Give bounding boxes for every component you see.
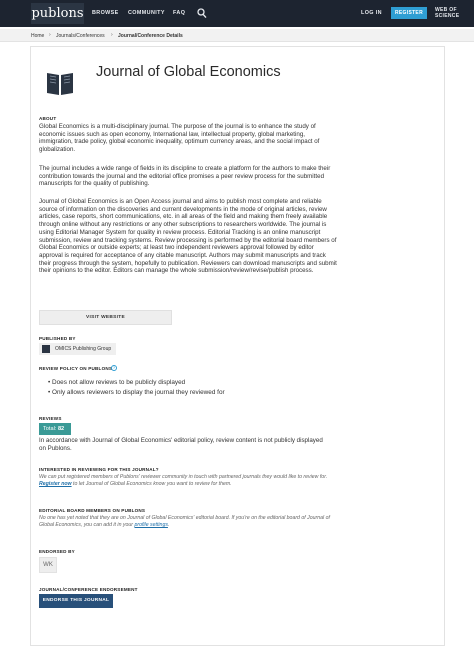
interested-label: INTERESTED IN REVIEWING FOR THIS JOURNAL?	[39, 467, 159, 472]
published-by-label: PUBLISHED BY	[39, 336, 76, 341]
breadcrumb-home[interactable]: Home	[31, 33, 45, 39]
editorial-text-body: No one has yet noted that they are on Journal of Global Economics' editorial board. If you're on the editorial board of Journal of Global Economics, you can add it in your	[39, 515, 330, 529]
about-label: ABOUT	[39, 116, 57, 121]
about-paragraph-3: Journal of Global Economics is an Open Access journal and aims to publish most complete and reliable source of information on the discoveries and current developments in the mode of original articles, review articles, case reports, short communications, etc. in all areas of the field and making them freely available through online without any restrictions or any other subscriptions to researchers worldwide. The journal is using Editorial Manager System for quality in review process. Editorial Tracking is an online manuscript submission, review and tracking systems. Review processing is performed by the editorial board members of Global Economics or outside experts; at least two independent reviewers approval followed by editor approval is required for acceptance of any citable manuscript. Authors may submit manuscripts and track their progress through the system, hopefully to publication. Reviewers can download manuscripts and submit their opinions to the editor. Editors can manage the whole submission/review/revise/publish process.	[39, 198, 337, 275]
nav-browse-link[interactable]: BROWSE	[92, 10, 119, 16]
publisher-name: OMICS Publishing Group	[55, 346, 112, 352]
policy-item: • Only allows reviewers to display the journal they reviewed for	[48, 389, 225, 396]
info-icon[interactable]: ?	[112, 365, 116, 370]
register-button[interactable]: REGISTER	[391, 7, 427, 19]
wos-line-2: SCIENCE	[435, 13, 460, 19]
journal-title: Journal of Global Economics	[96, 64, 281, 80]
breadcrumb-journals[interactable]: Journals/Conferences	[56, 33, 105, 39]
chevron-right-icon: ›	[49, 32, 51, 38]
nav-faq-link[interactable]: FAQ	[173, 10, 186, 16]
web-of-science-link[interactable]	[435, 7, 459, 19]
login-link[interactable]: LOG IN	[361, 10, 382, 16]
profile-settings-link[interactable]: profile settings	[134, 522, 168, 529]
editorial-board-label: EDITORIAL BOARD MEMBERS ON PUBLONS	[39, 508, 146, 513]
interested-text	[39, 474, 339, 489]
interested-text-a: We can put registered members of Publons' reviewer community in touch with partnered journals they would like to review for.	[39, 474, 328, 480]
policy-item: • Does not allow reviews to be publicly displayed	[48, 379, 186, 386]
total-label: Total:	[43, 426, 57, 432]
endorsed-by-label: ENDORSED BY	[39, 549, 75, 554]
editorial-text	[39, 515, 339, 530]
reviews-note: In accordance with Journal of Global Economics' editorial policy, review content is not publicly displayed on Publons.	[39, 437, 323, 452]
reviews-total-badge	[39, 423, 71, 435]
chevron-right-icon: ›	[111, 32, 113, 38]
editorial-text-end: .	[167, 522, 170, 529]
wos-line-1: WEB OF	[435, 7, 457, 13]
endorsement-label: JOURNAL/CONFERENCE ENDORSEMENT	[39, 587, 138, 592]
visit-website-button[interactable]: VISIT WEBSITE	[39, 310, 172, 325]
policy-item-text: Does not allow reviews to be publicly displayed	[52, 379, 186, 386]
review-policy-label: REVIEW POLICY ON PUBLONS	[39, 366, 113, 371]
policy-item-text: Only allows reviewers to display the journal they reviewed for	[52, 389, 225, 396]
endorse-journal-button[interactable]: ENDORSE THIS JOURNAL	[39, 594, 113, 608]
about-paragraph-2: The journal includes a wide range of fields in its discipline to create a platform for the authors to make their contribution towards the journal and the editorial office promises a peer review process for the submitted manuscripts for the quality of publishing.	[39, 165, 331, 188]
open-book-icon	[45, 69, 75, 97]
publons-logo[interactable]: publons	[31, 3, 84, 24]
endorser-avatar[interactable]: WK	[39, 557, 57, 573]
publisher-badge[interactable]	[39, 343, 116, 355]
interested-text-b: to let Journal of Global Economics know you want to review for them.	[73, 481, 232, 488]
about-paragraph-1: Global Economics is a multi-disciplinary journal. The purpose of the journal is to enhance the study of economic issues such as open economy, International law, intellectual property, global marketing, immigration, trade policy, global economic inequality, optimum currency areas, and the social impact of globalization.	[39, 123, 320, 154]
reviews-label: REVIEWS	[39, 416, 62, 421]
search-icon[interactable]	[197, 8, 207, 19]
publisher-logo-icon	[42, 345, 50, 353]
total-value: 82	[57, 426, 65, 432]
nav-community-link[interactable]: COMMUNITY	[128, 10, 165, 16]
register-now-link[interactable]: Register now	[39, 481, 72, 488]
breadcrumb-current: Journal/Conference Details	[118, 33, 183, 39]
